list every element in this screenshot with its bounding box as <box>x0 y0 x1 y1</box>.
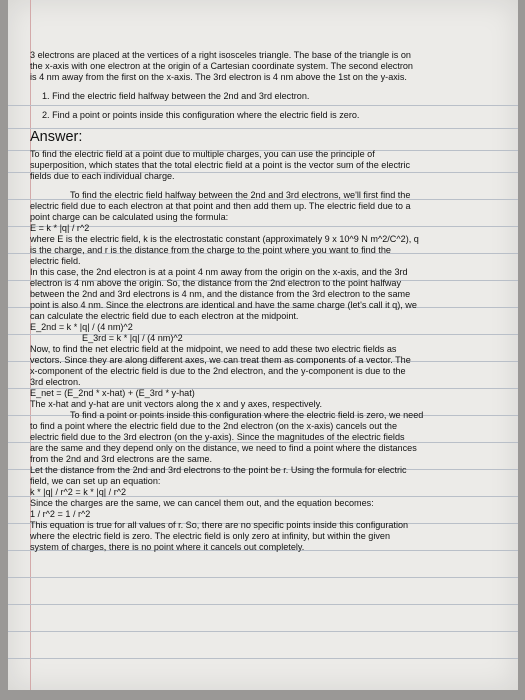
ruled-line <box>8 658 518 659</box>
formula-line: E_net = (E_2nd * x-hat) + (E_3rd * y-hat) <box>30 388 195 398</box>
ruled-line <box>8 631 518 632</box>
text-line: 3rd electron. <box>30 377 81 387</box>
answer-paragraph-3 <box>30 344 500 410</box>
text-line: This equation is true for all values of r. So, there are no specific points inside this configuration <box>30 520 409 530</box>
text-line: electric field due to each electron at that point and then add them up. The electric field due to a <box>30 201 411 211</box>
text-line: the x-axis with one electron at the origin of a Cartesian coordinate system. The second electron <box>30 61 413 71</box>
text-line: where the electric field is zero. The electric field is only zero at infinity, but within the given <box>30 531 391 541</box>
formula-line: k * |q| / r^2 = k * |q| / r^2 <box>30 487 127 497</box>
text-line: where E is the electric field, k is the electrostatic constant (approximately 9 x 10^9 N m^2/C^2), q <box>30 234 419 244</box>
text-line: To find a point or points inside this configuration where the electric field is zero, we need <box>70 410 424 420</box>
text-line: Let the distance from the 2nd and 3rd electrons to the point be r. Using the formula for electric <box>30 465 407 475</box>
text-line: is the charge, and r is the distance from the charge to the point where you want to find the <box>30 245 391 255</box>
text-line: To find the electric field halfway between the 2nd and 3rd electrons, we'll first find the <box>70 190 411 200</box>
ruled-line <box>8 577 518 578</box>
ruled-line <box>8 604 518 605</box>
text-line: electric field. <box>30 256 81 266</box>
text-line: superposition, which states that the total electric field at a point is the vector sum of the electric <box>30 160 411 170</box>
answer-heading: Answer: <box>30 129 83 145</box>
text-line: from the 2nd and 3rd electrons are the same. <box>30 454 212 464</box>
text-line: electric field due to the 3rd electron (on the y-axis). Since the magnitudes of the electric fields <box>30 432 405 442</box>
document-body <box>30 50 500 553</box>
text-line: Now, to find the net electric field at the midpoint, we need to add these two electric fields as <box>30 344 397 354</box>
answer-paragraph-1 <box>30 149 500 182</box>
text-line: 3 electrons are placed at the vertices of a right isosceles triangle. The base of the triangle is on <box>30 50 411 60</box>
text-line: is 4 nm away from the first on the x-axis. The 3rd electron is 4 nm above the 1st on the y-axis. <box>30 72 407 82</box>
text-line: x-component of the electric field is due to the 2nd electron, and the y-component is due to the <box>30 366 406 376</box>
answer-paragraph-2 <box>30 190 500 344</box>
text-line: between the 2nd and 3rd electrons is 4 nm, and the distance from the 3rd electron to the same <box>30 289 411 299</box>
text-line: Since the charges are the same, we can cancel them out, and the equation becomes: <box>30 498 374 508</box>
text-line: electron is 4 nm above the origin. So, the distance from the 2nd electron to the point halfway <box>30 278 402 288</box>
text-line: point charge can be calculated using the formula: <box>30 212 229 222</box>
problem-statement <box>30 50 500 83</box>
text-line: point is also 4 nm. Since the electrons are identical and have the same charge (let's call it q), we <box>30 300 417 310</box>
answer-paragraph-4 <box>30 410 500 553</box>
question-2: 2. Find a point or points inside this configuration where the electric field is zero. <box>42 110 360 120</box>
text-line: The x-hat and y-hat are unit vectors along the x and y axes, respectively. <box>30 399 322 409</box>
text-line: system of charges, there is no point where it cancels out completely. <box>30 542 305 552</box>
text-line: In this case, the 2nd electron is at a point 4 nm away from the origin on the x-axis, and the 3rd <box>30 267 408 277</box>
text-line: fields due to each individual charge. <box>30 171 175 181</box>
text-line: vectors. Since they are along different axes, we can treat them as components of a vector. The <box>30 355 411 365</box>
text-line: are the same and they depend only on the distance, we need to find a point where the distances <box>30 443 417 453</box>
text-line: to find a point where the electric field due to the 2nd electron (on the x-axis) cancels out the <box>30 421 397 431</box>
paper-sheet <box>8 0 518 690</box>
formula-line: E_3rd = k * |q| / (4 nm)^2 <box>82 333 183 343</box>
formula-line: E = k * |q| / r^2 <box>30 223 90 233</box>
question-1: 1. Find the electric field halfway between the 2nd and 3rd electron. <box>42 91 310 101</box>
formula-line: 1 / r^2 = 1 / r^2 <box>30 509 91 519</box>
text-line: can calculate the electric field due to each electron at the midpoint. <box>30 311 299 321</box>
formula-line: E_2nd = k * |q| / (4 nm)^2 <box>30 322 133 332</box>
text-line: field, we can set up an equation: <box>30 476 161 486</box>
text-line: To find the electric field at a point due to multiple charges, you can use the principle of <box>30 149 375 159</box>
